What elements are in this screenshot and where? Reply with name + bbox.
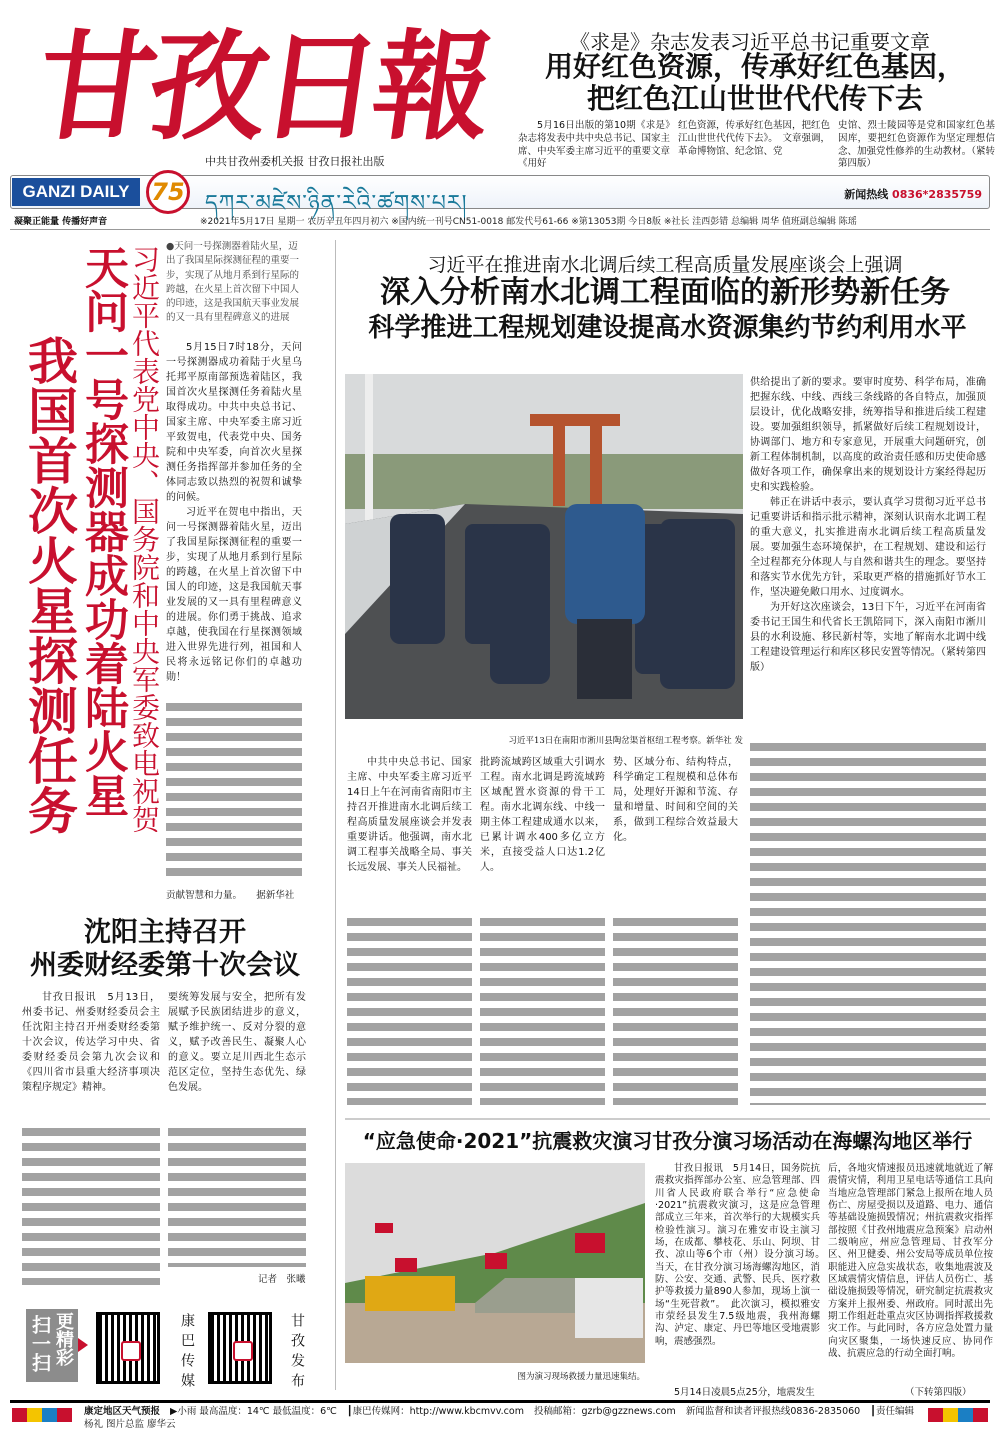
lead-photo (345, 374, 743, 719)
footer (0, 1405, 1000, 1431)
top-story-kicker: 《求是》杂志发表习近平总书记重要文章 (570, 30, 930, 54)
top-story-col-1: 5月16日出版的第10期《求是》杂志将发表中共中央总书记、国家主席、中央军委主席习近平的重要文章《用好 (518, 120, 671, 170)
website-link[interactable]: ┃康巴传媒网：http://www.kbcmvv.com (346, 1406, 524, 1417)
lead-col-1: 中共中央总书记、国家主席、中央军委主席习近平14日上午在河南省南阳市主持召开推进南水北调后续工程高质量发展座谈会并发表重要讲话。他强调，南水北调工程事关战略全局、事关长远发展、事关人民福祉。 (347, 757, 472, 873)
meeting-col-1: 甘孜日报讯 5月13日，州委书记、州委财经委员会主任沈阳主持召开州委财经委第十次会议，传达学习中央、省委财经委员会第九次会议和《四川省市县重大经济事项决策程序规定》精神。 (22, 992, 160, 1093)
photo-trees (345, 454, 743, 509)
mars-headline-2[interactable]: 我国首次火星探测任务 (20, 335, 78, 835)
mars-p1 (166, 340, 302, 685)
lead-body-text (347, 915, 472, 1105)
email-link[interactable]: 投稿邮箱：gzrb@gzznews.com (533, 1406, 676, 1417)
drill-headline[interactable]: “应急使命·2021”抗震救灾演习甘孜分演习场活动在海螺沟地区举行 (362, 1129, 973, 1153)
top-story-col-2: 红色资源，传承好红色基因，把红色江山世世代代传下去》。 文章强调，革命博物馆、纪念馆、党 (678, 120, 831, 157)
lead-right-column (750, 375, 986, 675)
meeting-col-2: 要统筹发展与安全，把所有发展赋予民族团结进步的意义，赋予维护统一、反对分裂的意义，赋予改善民生、凝聚人心的意义。要立足川西北生态示范区定位，坚持生态优先、绿色发展。 (168, 992, 306, 1093)
meeting-body-text (22, 1125, 160, 1285)
qr-code-ganzi[interactable] (208, 1312, 272, 1384)
english-name: GANZI DAILY (12, 178, 140, 206)
mars-subhead: 习近平代表党中央、国务院和中央军委致电祝贺 (128, 245, 161, 833)
meeting-body-text (168, 1125, 306, 1267)
drill-col-1: 甘孜日报讯 5月14日，国务院抗震救灾指挥部办公室、应急管理部、四川省人民政府联合举行“应急使命·2021”抗震救灾演习，这是应急管理部成立三年来，首次举行的大规模实兵检验性演习。演习在雅安市设主演习场，在成都、攀枝花、乐山、阿坝、甘孜、凉山等6个市（州）设分演习场。 当天，在甘孜分演习场海螺沟地区，消防、公安、交通、武警、民兵、医疗救护等救援力量890人参加，现场上演一场“生死营救”。 此次演习，模拟雅安市荥经县发生7.5级地震，我州海螺沟、泸定、康定、丹巴等地区受地震影响，震感强烈。 (655, 1163, 830, 1347)
editors: ┃责任编辑 杨礼 图片总监 廖华云 (84, 1406, 914, 1430)
mars-body-text (166, 700, 302, 880)
lead-col-3: 势、区域分布、结构特点，科学确定工程规模和总体布局，处理好开源和节流、存量和增量、时间和空间的关系，做到工程综合效益最大化。 (613, 757, 738, 843)
meeting-headline-1[interactable]: 沈阳主持召开 (84, 917, 246, 948)
hotline-label: 新闻热线 (844, 188, 889, 201)
mars-lead: ●天问一号探测器着陆火星，迈出了我国星际探测征程的重要一步，实现了从地月系到行星际的跨越，在火星上首次留下中国人的印迹，这是我国航天事业发展的又一具有里程碑意义的进展 (166, 241, 300, 324)
drill-continued[interactable]: （下转第四版） (905, 1387, 972, 1398)
photo-vehicle (575, 1278, 643, 1338)
slogan: 凝聚正能量 传播好声音 (14, 217, 108, 227)
newspaper-logo: 甘孜日報 (28, 17, 496, 156)
footer-rule (10, 1400, 990, 1403)
meeting-headline-2[interactable]: 州委财经委第十次会议 (30, 950, 300, 981)
top-story-headline-2[interactable]: 把红色江山世世代代传下去 (586, 82, 923, 115)
photo-gantry-leg (590, 426, 602, 506)
drill-photo (345, 1163, 645, 1363)
qr-1-label: 康巴传媒 (179, 1313, 195, 1393)
anniversary-badge: 75 (146, 170, 190, 214)
photo-gantry-leg (553, 426, 565, 506)
divider (10, 229, 990, 230)
issue-info: ※2021年5月17日 星期一 农历辛丑年四月初六 ※国内统一刊号CN51-0018 邮发代号61-66 ※第13053期 今日8版 ※社长 洼西彭错 总编辑 周华 值班副总编辑 陈瑶 (200, 217, 857, 227)
mars-paragraph-2: 习近平在贺电中指出，天问一号探测器着陆火星，迈出了我国星际探测征程的重要一步，实现了从地月系到行星际的跨越，在火星上首次留下中国人的印迹，这是我国航天事业发展的又一具有里程碑意义的进展。你们勇于挑战、追求卓越，使我国在行星探测领域进入世界先进行列，祖国和人民将永远铭记你们的卓越功勋！ (166, 507, 302, 683)
lead-kicker: 习近平在推进南水北调后续工程高质量发展座谈会上强调 (427, 254, 903, 276)
reader-hotline: 新闻监督和读者评报热线0836-2835060 (685, 1406, 861, 1417)
lead-headline-1[interactable]: 深入分析南水北调工程面临的新形势新任务 (380, 275, 950, 310)
mars-end: 贡献智慧和力量。 据新华社 (166, 890, 295, 901)
scan-label: 扫一扫 (29, 1315, 51, 1372)
lead-headline-2[interactable]: 科学推进工程规划建设提高水资源集约节约利用水平 (368, 313, 967, 343)
mars-paragraph-1: 5月15日7时18分，天问一号探测器成功着陆于火星乌托邦平原南部预选着陆区，我国首次火星探测任务着陆火星取得成功。中共中央总书记、国家主席、中央军委主席习近平致贺电，代表党中央、国务院和中央军委，向首次火星探测任务指挥部并参加任务的全体同志致以热烈的祝贺和诚挚的问候。 (166, 342, 302, 503)
lead-body-text (480, 915, 605, 1105)
lead-right-para-3: 为开好这次座谈会，13日下午，习近平在河南省委书记王国生和代省长王凯陪同下，深入南阳市淅川县的水利设施、移民新村等，实地了解南水北调中线工程建设管理运行和库区移民安置等情况。（紧转第四版） (750, 602, 986, 673)
lead-body-text (613, 915, 738, 1105)
top-story-headline-1[interactable]: 用好红色资源，传承好红色基因， (544, 50, 965, 83)
more-label: 更精彩 (53, 1312, 74, 1366)
weather-title: 康定地区天气预报 (84, 1406, 161, 1417)
lead-photo-caption: 习近平13日在南阳市淅川县陶岔渠首枢纽工程考察。新华社 发 (508, 736, 743, 746)
news-hotline (844, 186, 982, 202)
weather-info: ▶小雨 最高温度：14℃ 最低温度：6℃ (170, 1406, 337, 1417)
drill-col-2: 后，各地灾情速报员迅速就地就近了解震情灾情，利用卫星电话等通信工具向当地应急管理部门紧急上报所在地人员伤亡、房屋受损以及道路、电力、通信等基础设施损毁情况；州抗震救灾指挥部按照《甘孜州地震应急预案》启动州二级响应，州应急管理局、甘孜军分区、州卫健委、州公安局等成员单位按职能进入应急实战状态，收集地震波及区域震情灾情信息，评估人员伤亡、基础设施损毁等情况，研究制定抗震救灾方案并上报州委、州政府。同时派出先期工作组赶赴重点灾区协调指挥救援救灾工作。与此同时，各方应急处置力量向灾区聚集，一场快速反应、协同作战、抗震应急的行动全面打响。 (828, 1163, 993, 1360)
drill-col-1-end: 5月14日凌晨5点25分，地震发生 (674, 1387, 815, 1398)
meeting-byline: 记者 张曦 (258, 1274, 306, 1285)
drill-photo-caption: 图为演习现场救援力量迅速集结。 (517, 1372, 645, 1382)
lead-right-para-1: 供给提出了新的要求。要审时度势、科学布局，准确把握东线、中线、西线三条线路的各自特点，加强顶层设计，优化战略安排，统筹指导和推进后续工程建设。要加强组织领导，抓紧做好后续工程规划设计，协调部门、地方和专家意见，开展重大问题研究，创新工程体制机制，以高度的政治责任感和历史使命感做好各项工作，确保拿出来的规划设计方案经得起历史和实践检验。 (750, 377, 986, 493)
tibetan-name: དཀར་མཛེས་ཉིན་རེའི་ཚགས་པར། (205, 191, 468, 216)
publisher-line: 中共甘孜州委机关报 甘孜日报社出版 (205, 155, 385, 168)
mars-headline-1[interactable]: 天问一号探测器成功着陆火星 (77, 245, 128, 817)
qr-code-kangba[interactable] (96, 1312, 160, 1384)
lead-right-para-2: 韩正在讲话中表示，要认真学习贯彻习近平总书记重要讲话和指示批示精神，深刻认识南水北调工程的重大意义，扎实推进南水北调后续工程高质量发展。要加强生态环境保护，在工程规划、建设和运行全过程都充分体现人与自然和谐共生的理念。要坚持和落实节水优先方针，采取更严格的措施抓好节水工作，坚决避免敞口用水、过度调水。 (750, 497, 986, 598)
qr-2-label: 甘孜发布 (289, 1313, 305, 1393)
lead-body-text (750, 740, 986, 1105)
divider (345, 1118, 990, 1120)
photo-truck (365, 1276, 455, 1311)
lead-col-2: 批跨流域跨区域重大引调水工程。南水北调是跨流域跨区域配置水资源的骨干工程。南水北调东线、中线一期主体工程建成通水以来，已累计调水400多亿立方米，直接受益人口达1.2亿人。 (480, 757, 605, 873)
arrow-icon (78, 1338, 88, 1352)
top-story-col-3: 史馆、烈士陵园等是党和国家红色基因库，要把红色资源作为坚定理想信念、加强党性修养的生动教材。（紧转第四版） (838, 120, 995, 170)
hotline-number: 0836*2835759 (892, 188, 982, 201)
column-divider (335, 240, 336, 1390)
photo-gantry (530, 414, 620, 426)
